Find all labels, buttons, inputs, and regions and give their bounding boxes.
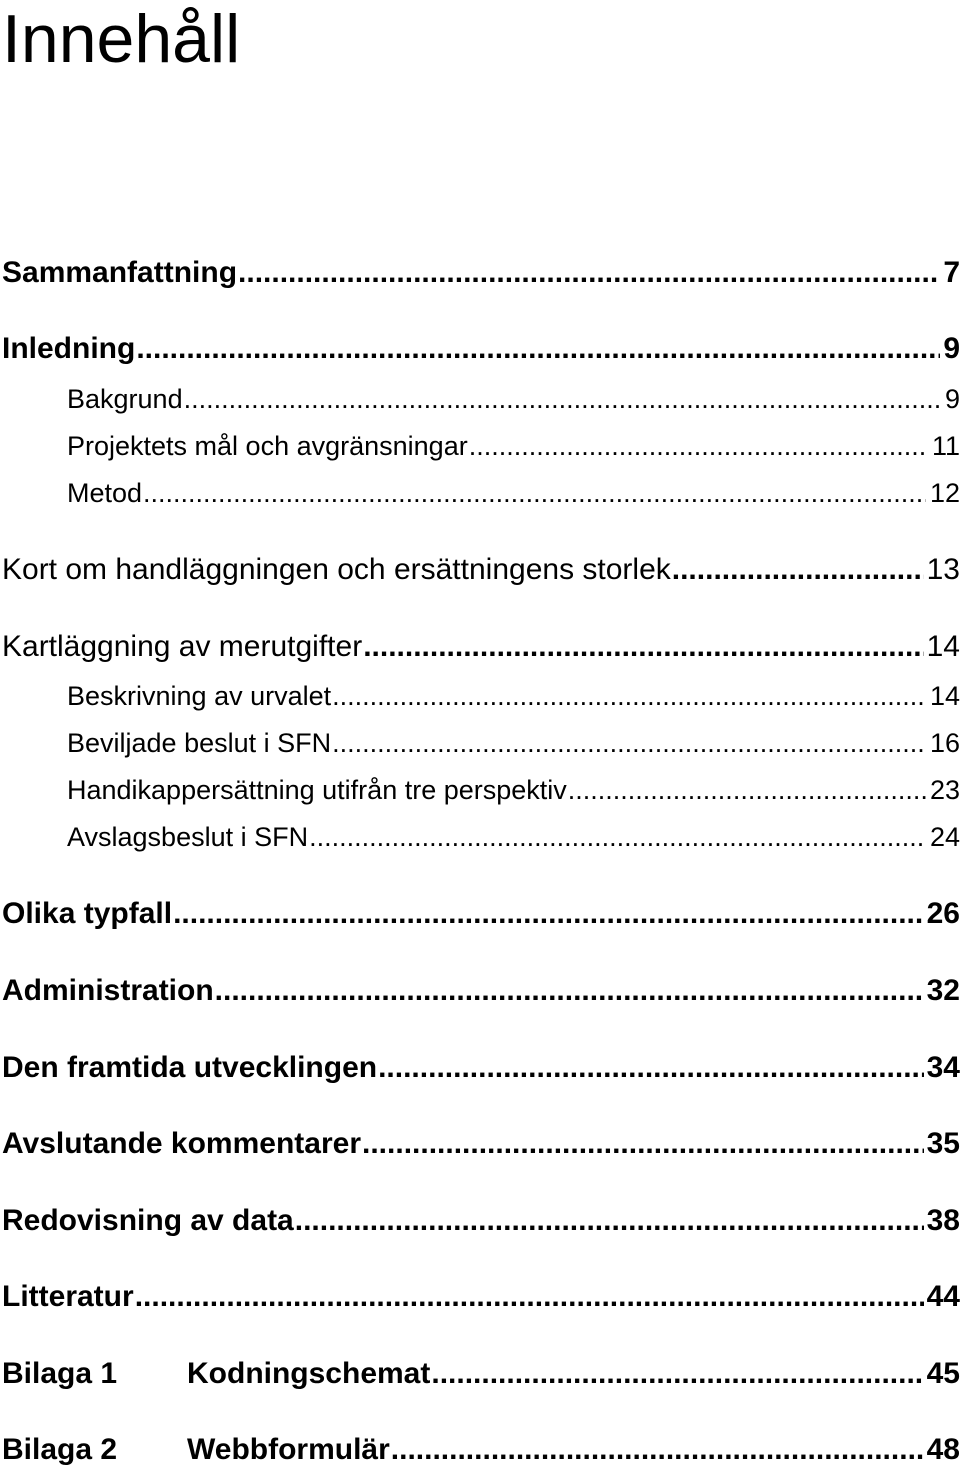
- toc-entry-bilaga-2[interactable]: [2, 1433, 960, 1473]
- toc-entry-kartlaggning[interactable]: [2, 630, 960, 670]
- toc-entry-administration[interactable]: [2, 974, 960, 1014]
- toc-entry-sammanfattning[interactable]: [2, 256, 960, 296]
- toc-entry-page: 14: [929, 681, 960, 711]
- toc-entry-page: 12: [929, 478, 960, 508]
- toc-entry-beskrivning-av-urvalet[interactable]: [67, 681, 960, 717]
- dot-leader: [143, 478, 926, 509]
- toc-entry-label: Projektets mål och avgränsningar: [67, 431, 468, 461]
- toc-entry-page: 11: [931, 431, 960, 461]
- toc-entry-page: 45: [926, 1357, 960, 1390]
- toc-entry-page: 26: [926, 897, 960, 930]
- dot-leader: [672, 553, 924, 587]
- toc-entry-page: 9: [944, 384, 960, 414]
- dot-leader: [362, 1127, 924, 1161]
- dot-leader: [238, 256, 940, 290]
- toc-entry-page: 16: [929, 728, 960, 758]
- dot-leader: [568, 775, 926, 806]
- toc-entry-label: Avslutande kommentarer: [2, 1127, 362, 1160]
- toc-entry-label-group: [2, 1433, 390, 1467]
- toc-entry-bakgrund-row[interactable]: [67, 384, 960, 420]
- toc-entry-handikappersattning[interactable]: [67, 775, 960, 811]
- toc-entry-page: 32: [926, 974, 960, 1007]
- dot-leader: [363, 630, 923, 664]
- dot-leader: [469, 431, 928, 462]
- toc-entry-label: Webbformulär: [187, 1433, 390, 1466]
- toc-entry-label: Beskrivning av urvalet: [67, 681, 332, 711]
- dot-leader: [431, 1357, 923, 1391]
- toc-entry-label: Bakgrund: [67, 384, 183, 414]
- toc-entry-label: Handikappersättning utifrån tre perspektiv: [67, 775, 567, 805]
- toc-entry-beviljade-beslut[interactable]: [67, 728, 960, 764]
- toc-entry-page: 34: [926, 1051, 960, 1084]
- toc-entry-page: 44: [926, 1280, 960, 1313]
- toc-entry-page: 35: [926, 1127, 960, 1160]
- toc-entry-page: 9: [943, 332, 960, 365]
- toc-entry-projektets-mal[interactable]: [67, 431, 960, 467]
- dot-leader: [184, 384, 941, 415]
- toc-entry-label: Den framtida utvecklingen: [2, 1051, 378, 1084]
- dot-leader: [332, 681, 926, 712]
- toc-entry-label: Kartläggning av merutgifter: [2, 630, 363, 663]
- dot-leader: [378, 1051, 924, 1085]
- toc-entry-label: Avslagsbeslut i SFN: [67, 822, 309, 852]
- toc-entry-label: Metod: [67, 478, 143, 508]
- toc-entry-page: 38: [926, 1204, 960, 1237]
- dot-leader: [332, 728, 926, 759]
- toc-entry-den-framtida-utvecklingen[interactable]: [2, 1051, 960, 1091]
- toc-entry-label-group: [2, 1357, 430, 1391]
- dot-leader: [215, 974, 924, 1008]
- dot-leader: [135, 1280, 924, 1314]
- toc-entry-olika-typfall[interactable]: [2, 897, 960, 937]
- dot-leader: [136, 332, 940, 366]
- appendix-number: Bilaga 2: [2, 1433, 118, 1466]
- toc-entry-label: Sammanfattning: [2, 256, 238, 289]
- toc-entry-page: 14: [926, 630, 960, 663]
- dot-leader: [295, 1204, 924, 1238]
- dot-leader: [173, 897, 924, 931]
- toc-entry-avslutande-kommentarer[interactable]: [2, 1127, 960, 1167]
- toc-entry-page: 13: [926, 553, 960, 586]
- page-title: Innehåll: [2, 1, 241, 77]
- toc-entry-bilaga-1[interactable]: [2, 1357, 960, 1397]
- toc-entry-inledning[interactable]: [2, 332, 960, 372]
- toc-entry-label: Beviljade beslut i SFN: [67, 728, 332, 758]
- appendix-number: Bilaga 1: [2, 1357, 118, 1390]
- toc-entry-label: Kort om handläggningen och ersättningens storlek: [2, 553, 671, 586]
- toc-entry-label: Litteratur: [2, 1280, 134, 1313]
- toc-entry-label: Inledning: [2, 332, 136, 365]
- toc-entry-label: Olika typfall: [2, 897, 173, 930]
- toc-entry-litteratur[interactable]: [2, 1280, 960, 1320]
- toc-entry-label: Kodningschemat: [187, 1357, 431, 1390]
- toc-entry-label: Redovisning av data: [2, 1204, 294, 1237]
- toc-entry-label: Administration: [2, 974, 214, 1007]
- toc-entry-page: 7: [943, 256, 960, 289]
- toc-entry-page: 24: [929, 822, 960, 852]
- toc-entry-kort-om-handlaggningen[interactable]: [2, 553, 960, 593]
- toc-entry-metod[interactable]: [67, 478, 960, 514]
- dot-leader: [309, 822, 926, 853]
- toc-entry-avslagsbeslut[interactable]: [67, 822, 960, 858]
- toc-entry-page: 48: [926, 1433, 960, 1466]
- toc-entry-page: 23: [929, 775, 960, 805]
- toc-entry-redovisning-av-data[interactable]: [2, 1204, 960, 1244]
- dot-leader: [391, 1433, 924, 1467]
